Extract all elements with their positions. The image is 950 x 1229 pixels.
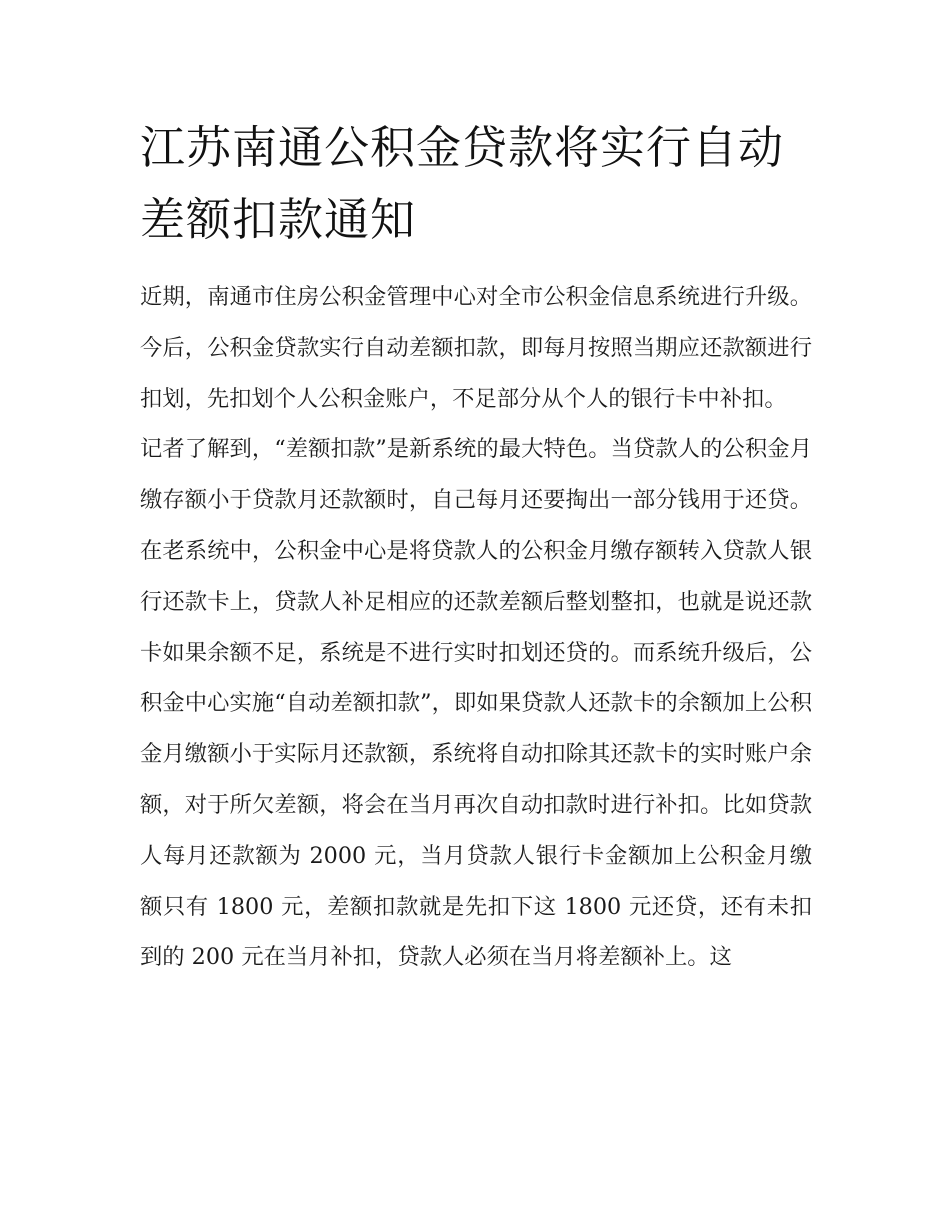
- document-content: [140, 112, 812, 983]
- document-title: 江苏南通公积金贷款将实行自动差额扣款通知: [140, 121, 785, 246]
- paragraph-2: 记者了解到，“差额扣款”是新系统的最大特色。当贷款人的公积金月缴存额小于贷款月还款额时，自己每月还要掏出一部分钱用于还贷。在老系统中，公积金中心是将贷款人的公积金月缴存额转入贷款人银行还款卡上，贷款人补足相应的还款差额后整划整扣，也就是说还款卡如果余额不足，系统是不进行实时扣划还贷的。而系统升级后，公积金中心实施“自动差额扣款”，即如果贷款人还款卡的余额加上公积金月缴额小于实际月还款额，系统将自动扣除其还款卡的实时账户余额，对于所欠差额，将会在当月再次自动扣款时进行补扣。比如贷款人每月还款额为 2000 元，当月贷款人银行卡金额加上公积金月缴额只有 1800 元，差额扣款就是先扣下这 1800 元还贷，还有未扣到的 200 元在当月补扣，贷款人必须在当月将差额补上。这: [140, 436, 812, 971]
- document-body: [140, 272, 812, 983]
- paragraph-1: 近期，南通市住房公积金管理中心对全市公积金信息系统进行升级。今后，公积金贷款实行自动差额扣款，即每月按照当期应还款额进行扣划，先扣划个人公积金账户，不足部分从个人的银行卡中补扣。: [140, 284, 812, 412]
